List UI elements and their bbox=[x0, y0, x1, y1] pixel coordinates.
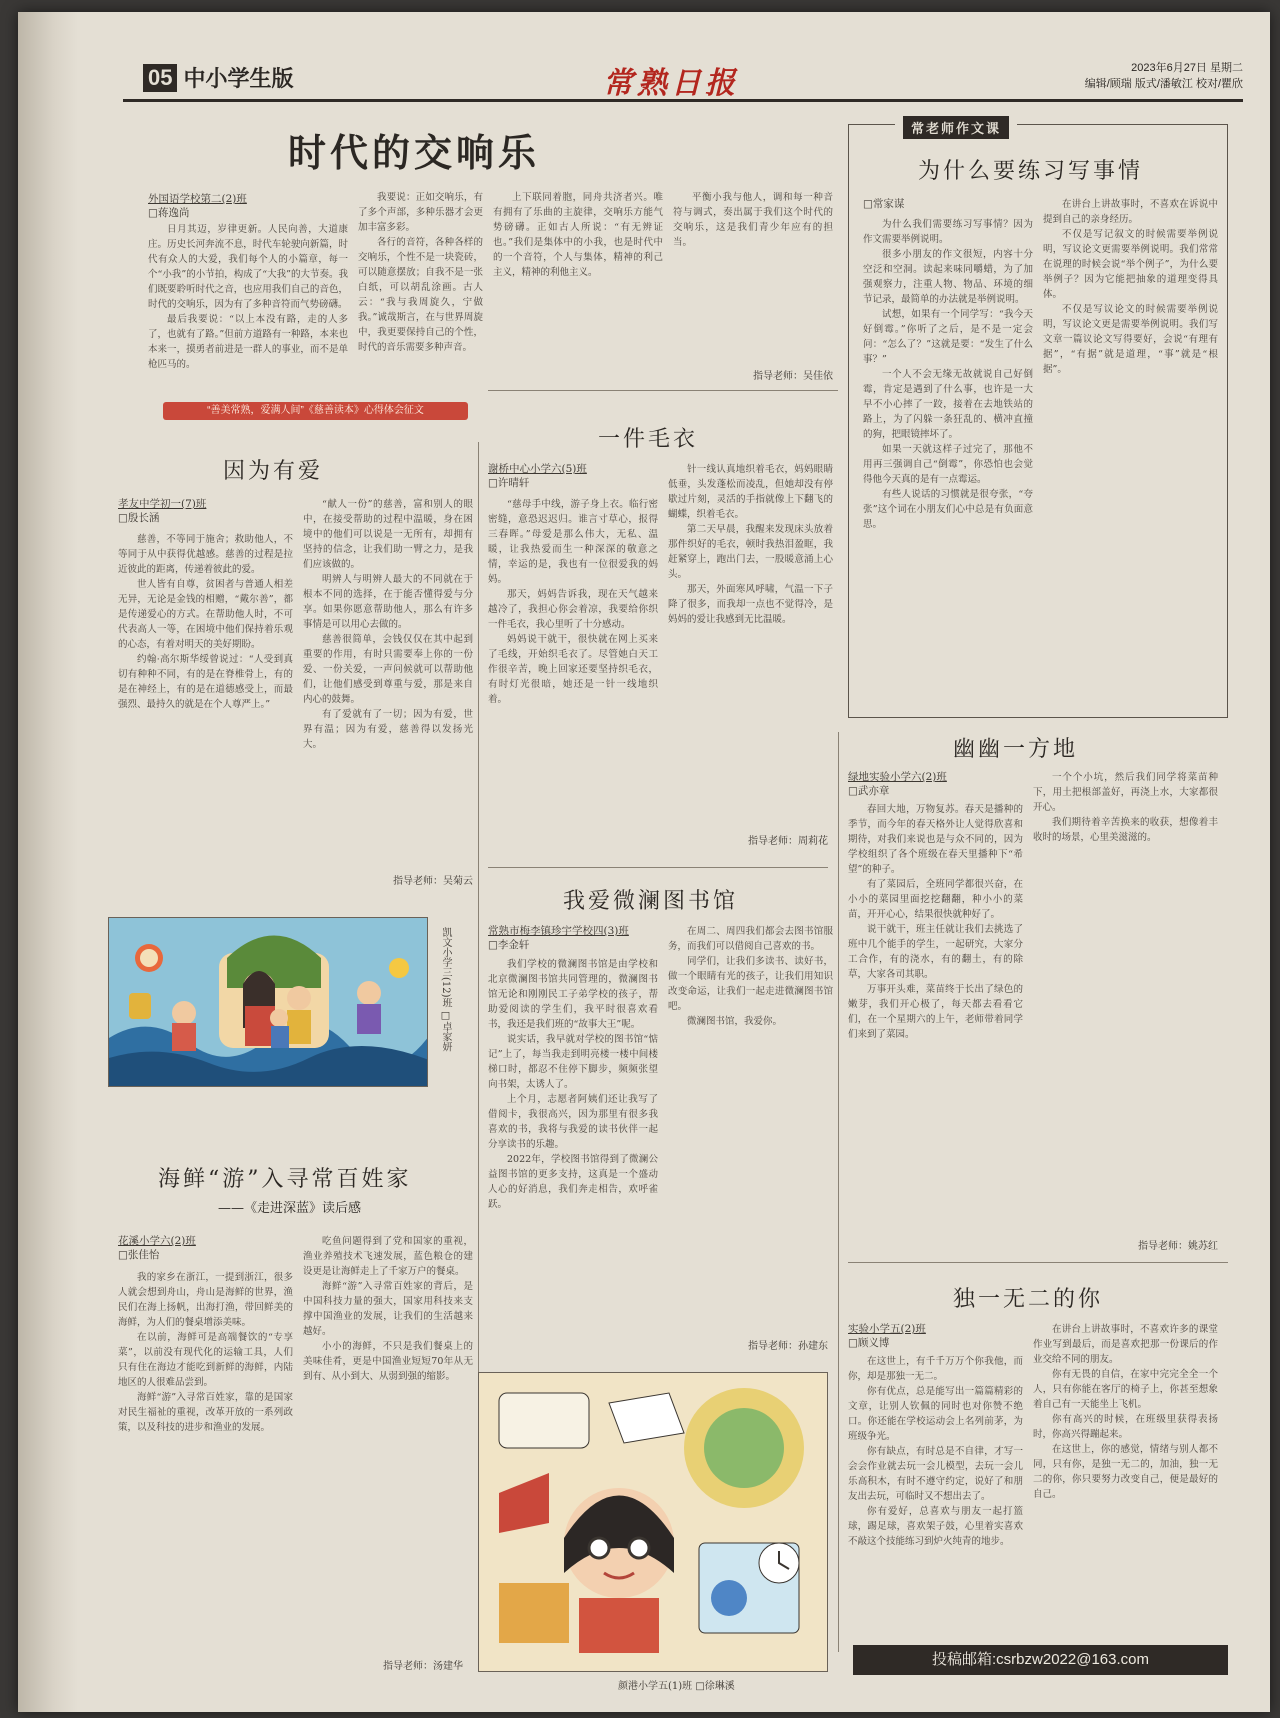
lead-article-byline bbox=[148, 192, 247, 220]
section-number: 05 bbox=[143, 64, 177, 92]
lead-article-col-3 bbox=[493, 190, 663, 387]
unique-paragraph: 在这世上，你的感觉，情绪与别人都不同，只有你，是独一无二的，加油，独一无二的你，你只要努力改变自己，便是最好的自己。 bbox=[1033, 1444, 1218, 1500]
library-paragraph: 2022年，学校图书馆得到了微澜公益图书馆的更多支持，这真是一个盛动人心的好消息，我们奔走相告，欢呼雀跃。 bbox=[488, 1154, 658, 1210]
writing-class-paragraph: 不仅是写议论文的时候需要举例说明，写议论文更是需要举例说明。我们写文章一篇议论文写得要好，会说“有理有据”，“有据”就是道理，“事”就是“根据”。 bbox=[1043, 304, 1218, 375]
unique-article-byline bbox=[848, 1322, 926, 1350]
seafood-article-subtitle: ——《走进深蓝》读后感 bbox=[218, 1201, 362, 1216]
love-paragraph: “献人一份”的慈善，富和别人的眼中，在接受帮助的过程中温暖，身在困境中的他们可以说是一无所有，却拥有坚持的信念，让我们助一臂之力，是我们应该做的。 bbox=[303, 499, 473, 570]
corner-paragraph: 说干就干，班主任就让我们去挑选了班中几个能手的学生，一起研究，大家分工合作，有的浇水，有的翻土，有的除草，大家各司其职。 bbox=[848, 924, 1023, 980]
newspaper-page bbox=[18, 12, 1270, 1712]
seafood-paragraph: 小小的海鲜，不只是我们餐桌上的美味佳肴，更是中国渔业短短70年从无到有、从小到大、从弱到强的缩影。 bbox=[303, 1341, 473, 1382]
love-article-school: 孝友中学初一(7)班 bbox=[118, 498, 207, 510]
section-label bbox=[143, 62, 294, 93]
library-article-col-2 bbox=[668, 924, 833, 1334]
sweater-article-col-2 bbox=[668, 462, 833, 812]
submission-email-bar: 投稿邮箱:csrbzw2022@163.com bbox=[853, 1645, 1228, 1675]
corner-article-byline bbox=[848, 770, 947, 798]
drawing-reading-caption bbox=[618, 1677, 735, 1692]
corner-article-teacher: 指导老师：姚苏红 bbox=[1138, 1241, 1218, 1252]
corner-paragraph: 春回大地，万物复苏。春天是播种的季节，而今年的春天格外让人觉得欣喜和期待，对我们来说也是与众不同的，因为学校组织了各个班级在春天里播种下“希望”的种子。 bbox=[848, 804, 1023, 875]
issue-date: 2023年6月27日 星期二 bbox=[1131, 62, 1243, 74]
writing-class-paragraph: 试想，如果有一个同学写：“我今天好倒霉。”你听了之后，是不是一定会问：“怎么了？”这就是要：“发生了什么事？” bbox=[863, 309, 1033, 365]
writing-class-paragraph: 有些人说话的习惯就是很夸张，“夸张”这个词在小朋友们心中总是有负面意思。 bbox=[863, 489, 1033, 530]
love-article-col-1 bbox=[118, 532, 293, 882]
section-name: 中小学生版 bbox=[183, 66, 294, 91]
love-article-byline bbox=[118, 497, 206, 525]
unique-article-author: □顾义博 bbox=[848, 1337, 890, 1349]
unique-paragraph: 在这世上，有千千万万个你我他，而你，却是那独一无二。 bbox=[848, 1356, 1023, 1382]
unique-paragraph: 你有优点，总是能写出一篇篇精彩的文章，让别人钦佩的同时也对你赞不绝口。你还能在学校运动会上名列前茅，为班级争光。 bbox=[848, 1386, 1023, 1442]
love-article-title: 因为有爱 bbox=[223, 459, 324, 484]
seafood-article-title: 海鲜“游”入寻常百姓家 bbox=[158, 1167, 412, 1192]
corner-article-title: 幽幽一方地 bbox=[953, 737, 1079, 762]
writing-class-paragraph: 不仅是写记叙文的时候需要举例说明，写议论文更需要举例说明。我们常常在说理的时候会说“举个例子”，为什么要举例子？因为它能把抽象的道理变得具体。 bbox=[1043, 229, 1218, 300]
sweater-paragraph: 第二天早晨，我醒来发现床头放着那件织好的毛衣，顿时我热泪盈眶，我赶紧穿上，跑出门去，一股暖意涌上心头。 bbox=[668, 524, 833, 580]
love-article-teacher: 指导老师：吴菊云 bbox=[393, 876, 473, 887]
library-article-byline bbox=[488, 924, 629, 952]
lead-article-col-1 bbox=[148, 222, 348, 387]
lead-paragraph: 最后我要说：“以上本没有路，走的人多了，也就有了路。”但前方道路有一种路，本来也本来一，摸勇者前进是一群人的事业，而不是单枪匹马的。 bbox=[148, 314, 348, 370]
seafood-paragraph: 在以前，海鲜可是高端餐饮的“专享菜”，以前没有现代化的运输工具，人们只有住在海边才能吃到新鲜的海鲜，内陆地区的人很难品尝到。 bbox=[118, 1332, 293, 1388]
seafood-article-col-2 bbox=[303, 1234, 473, 1649]
unique-article-col-1 bbox=[848, 1354, 1023, 1634]
writing-class-paragraph: 如果一天就这样子过完了，那他不用再三强调自己“倒霉”，你恐怕也会觉得他今天真的是有一点霉运。 bbox=[863, 444, 1033, 485]
issue-info bbox=[1085, 60, 1243, 92]
row-divider bbox=[488, 867, 828, 868]
unique-paragraph: 你有爱好，总喜欢与朋友一起打篮球，踢足球，喜欢架子鼓，心里着实喜欢不敲这个技能练习到炉火纯青的地步。 bbox=[848, 1506, 1023, 1547]
love-paragraph: 慈善很简单，会钱仅仅在其中起到重要的作用，有时只需要奉上你的一份爱、一份关爱，一声问候就可以帮助他们，让他们感受到尊重与爱，那是来自内心的鼓舞。 bbox=[303, 634, 473, 705]
corner-article-school: 绿地实验小学六(2)班 bbox=[848, 771, 947, 783]
writing-class-paragraph: 在讲台上讲故事时，不喜欢在诉说中提到自己的亲身经历。 bbox=[1043, 199, 1218, 225]
corner-paragraph: 万事开头难，菜苗终于长出了绿色的嫩芽，我们开心极了，每天都去看看它们，在一个星期六的上午，老师带着同学们来到了菜园。 bbox=[848, 984, 1023, 1040]
sweater-paragraph: 妈妈说干就干，很快就在网上买来了毛线，开始织毛衣了。尽管她白天工作很辛苦，晚上回家还要坚持织毛衣，有时灯光很暗，她还是一针一线地织着。 bbox=[488, 634, 658, 705]
row-divider bbox=[848, 1262, 1228, 1263]
library-paragraph: 我们学校的微澜图书馆是由学校和北京微澜图书馆共同管理的，微澜图书馆无论和刚刚民工子弟学校的孩子，帮助爱阅读的学生们，我平时很喜欢看书，我还是我们班的“故事大王”呢。 bbox=[488, 959, 658, 1030]
writing-class-author: □常家谋 bbox=[863, 198, 905, 210]
writing-class-col-2 bbox=[1043, 197, 1218, 712]
lead-article-title: 时代的交响乐 bbox=[288, 130, 541, 175]
writing-class-paragraph: 一个人不会无缘无故就说自己好倒霉，肯定是遇到了什么事，也许是一大早不小心摔了一跤，接着在去地铁站的路上，为了闪躲一条狂乱的、横冲直撞的狗，把眼镜摔坏了。 bbox=[863, 369, 1033, 440]
writing-class-paragraph: 为什么我们需要练习写事情？因为作文需要举例说明。 bbox=[863, 219, 1033, 245]
row-divider bbox=[488, 390, 838, 391]
unique-paragraph: 你有高兴的时候，在班级里获得表扬时，你高兴得蹦起来。 bbox=[1033, 1414, 1218, 1440]
lead-paragraph: 上下联同着胞，同舟共济者兴。唯有拥有了乐曲的主旋律，交响乐方能气势磅礴。正如古人所说：“有无辨证也。”我们是集体中的小我，也是时代中的一个音符，个人与集体，精神的利己主义，精神的利他主义。 bbox=[493, 192, 663, 278]
corner-paragraph: 有了菜园后，全班同学都很兴奋，在小小的菜园里面挖挖翻翻，种小小的菜苗，开开心心，结果很快就种好了。 bbox=[848, 879, 1023, 920]
sweater-paragraph: “慈母手中线，游子身上衣。临行密密缝，意恐迟迟归。谁言寸草心，报得三春晖。”母爱是那么伟大，无私、温暖，让我热爱而生一种深深的敬意之情，幸运的是，我也有一位很爱我的妈妈。 bbox=[488, 499, 658, 585]
library-paragraph: 在周二、周四我们都会去图书馆服务，而我们可以借阅自己喜欢的书。 bbox=[668, 926, 833, 952]
lead-article-school: 外国语学校第二(2)班 bbox=[148, 193, 247, 205]
love-paragraph: 慈善，不等同于施舍；救助他人，不等同于从中获得优越感。慈善的过程是拉近彼此的距离，传递着彼此的爱。 bbox=[118, 534, 293, 575]
sweater-article-byline bbox=[488, 462, 587, 490]
corner-article-author: □武亦章 bbox=[848, 785, 890, 797]
corner-article-col-2 bbox=[1033, 770, 1218, 1220]
library-article-col-1 bbox=[488, 957, 658, 1352]
library-article-teacher: 指导老师：孙建东 bbox=[748, 1341, 828, 1352]
love-article-col-2 bbox=[303, 497, 473, 862]
library-article-school: 常熟市梅李镇珍宇学校四(3)班 bbox=[488, 925, 629, 937]
unique-article-title: 独一无二的你 bbox=[953, 1287, 1104, 1312]
sweater-article-title: 一件毛衣 bbox=[598, 427, 699, 452]
seafood-paragraph: 我的家乡在浙江，一提到浙江，很多人就会想到舟山，舟山是海鲜的世界，渔民们在海上扬帆，出海打渔，带回鲜美的海鲜，为人们的餐桌增添美味。 bbox=[118, 1272, 293, 1328]
paper-fold-shadow bbox=[18, 12, 78, 1712]
love-paragraph: 世人皆有自尊，贫困者与普通人相差无异，无论是金钱的相赠，“戴尔善”，都是传递爱心的方式。在帮助他人时，不可代表高人一等，在困境中他们保持着乐观的心态，有着对明天的美好期盼。 bbox=[118, 579, 293, 650]
drawing-family-class: 凯文小学三(12)班 bbox=[440, 927, 451, 1008]
lead-article-col-2 bbox=[358, 190, 483, 387]
corner-paragraph: 我们期待着辛苦换来的收获，想像着丰收时的场景，心里美滋滋的。 bbox=[1033, 817, 1218, 843]
sweater-paragraph: 那天，妈妈告诉我，现在天气越来越冷了，我担心你会着凉，我要给你织一件毛衣，我心里听了十分感动。 bbox=[488, 589, 658, 630]
lead-paragraph: 平衡小我与他人，调和每一种音符与调式，奏出属于我们这个时代的交响乐，这是我们青少年应有的担当。 bbox=[673, 192, 833, 248]
library-paragraph: 同学们，让我们多读书、读好书，做一个眼睛有光的孩子，让我们用知识改变命运，让我们一起走进微澜图书馆吧。 bbox=[668, 956, 833, 1012]
drawing-reading-author: □徐琳溪 bbox=[695, 1681, 735, 1692]
seafood-article-school: 花溪小学六(2)班 bbox=[118, 1235, 196, 1247]
editor-credits: 编辑/顾瑞 版式/潘敏江 校对/瞿欣 bbox=[1084, 78, 1243, 90]
lead-article-teacher: 指导老师：吴佳依 bbox=[753, 371, 833, 382]
lead-article-col-4 bbox=[673, 190, 833, 360]
unique-paragraph: 你有缺点，有时总是不自律，才写一会会作业就去玩一会儿模型，去玩一会儿乐高积木，有时不遵守约定，说好了和朋友出去玩，可临时又不想出去了。 bbox=[848, 1446, 1023, 1502]
library-article-title: 我爱微澜图书馆 bbox=[563, 889, 739, 914]
library-paragraph: 说实话，我早就对学校的图书馆“惦记”上了，每当我走到明亮楼一楼中间楼梯口时，都忍不住停下脚步，频频张望向书架，太诱人了。 bbox=[488, 1034, 658, 1090]
library-article-author: □李金轩 bbox=[488, 939, 530, 951]
lead-paragraph: 各行的音符，各种各样的交响乐，个性不是一块瓷砖，可以随意摆放；自我不是一张白纸，可以胡乱涂画。古人云：“我与我周旋久，宁做我。”诚哉斯言，在与世界周旋中，我更要保持自己的个性，时代的音乐需要多种声音。 bbox=[358, 237, 483, 353]
love-paragraph: 明辨人与明辨人最大的不同就在于根本不同的选择，在于能否懂得爱与分享。如果你愿意帮助他人，那么有许多事情是可以用心去做的。 bbox=[303, 574, 473, 630]
lead-paragraph: 日月其迈，岁律更新。人民向善，大道康庄。历史长河奔流不息，时代车轮驶向新篇，时代有众人的大爱，我们每个人的小篇章，每一个“小我”的小节拍，构成了“大我”的大节奏。我们既要聆听时代之音，也应用我们自己的音色，时代的交响乐，因为有了多种音符而气势磅礴。 bbox=[148, 224, 348, 310]
drawing-family-illustration bbox=[109, 918, 428, 1087]
lead-article-author: □蒋逸尚 bbox=[148, 207, 190, 219]
unique-paragraph: 你有无畏的自信，在家中完完全全一个人，只有你能在客厅的椅子上，你甚至想象着自己有一天能坐上飞机。 bbox=[1033, 1369, 1218, 1410]
sweater-article-col-1 bbox=[488, 497, 658, 847]
column-divider bbox=[838, 732, 839, 1652]
essay-contest-banner: “善美常熟，爱满人间”《慈善读本》心得体会征文 bbox=[163, 402, 468, 420]
writing-class-paragraph: 很多小朋友的作文很短，内容十分空泛和空洞。读起来味同嚼蜡，为了加强观察力，注重人物、物品、环境的细节记录，最简单的办法就是举例说明。 bbox=[863, 249, 1033, 305]
drawing-family-author: □卓家妍 bbox=[440, 1010, 451, 1052]
lead-paragraph: 我要说：正如交响乐，有了多个声部，多种乐器才会更加丰富多彩。 bbox=[358, 192, 483, 233]
unique-article-col-2 bbox=[1033, 1322, 1218, 1634]
seafood-paragraph: 海鲜“游”入寻常百姓家，靠的是国家对民生福祉的重视，改革开放的一系列政策，以及科技的进步和渔业的发展。 bbox=[118, 1392, 293, 1433]
sweater-paragraph: 针一线认真地织着毛衣，妈妈眼睛低垂，头发蓬松而凌乱，但她却没有停歇过片刻，灵活的手指就像上下翻飞的蝴蝶，织着毛衣。 bbox=[668, 464, 833, 520]
corner-paragraph: 一个个小坑，然后我们同学将菜苗种下，用土把根部盖好，再浇上水，大家都很开心。 bbox=[1033, 772, 1218, 813]
sweater-paragraph: 那天，外面寒风呼啸，气温一下子降了很多，而我却一点也不觉得冷，是妈妈的爱让我感到无比温暖。 bbox=[668, 584, 833, 625]
drawing-reading-class: 颜港小学五(1)班 bbox=[618, 1681, 693, 1692]
drawing-reading-illustration bbox=[479, 1373, 828, 1672]
love-paragraph: 有了爱就有了一切；因为有爱，世界有温；因为有爱，慈善得以发扬光大。 bbox=[303, 709, 473, 750]
sweater-article-teacher: 指导老师：周莉花 bbox=[748, 836, 828, 847]
unique-article-school: 实验小学五(2)班 bbox=[848, 1323, 926, 1335]
unique-paragraph: 在讲台上讲故事时，不喜欢许多的课堂作业写到最后，而是喜欢把那一份课后的作业交给不同的朋友。 bbox=[1033, 1324, 1218, 1365]
sweater-article-author: □许晴轩 bbox=[488, 477, 530, 489]
drawing-family-caption bbox=[438, 927, 453, 1052]
love-article-author: □殷长涵 bbox=[118, 512, 160, 524]
writing-class-title: 为什么要练习写事情 bbox=[918, 159, 1144, 184]
seafood-paragraph: 吃鱼问题得到了党和国家的重视，渔业养殖技术飞速发展，蓝色粮仓的建设更是让海鲜走上了千家万户的餐桌。 bbox=[303, 1236, 473, 1277]
page-header bbox=[123, 56, 1243, 102]
seafood-paragraph: 海鲜“游”入寻常百姓家的背后，是中国科技力量的强大，国家用科技来支撑中国渔业的发展，让我们的生活越来越好。 bbox=[303, 1281, 473, 1337]
corner-article-col-1 bbox=[848, 802, 1023, 1242]
seafood-article-author: □张佳怡 bbox=[118, 1249, 160, 1261]
masthead-logo: 常熟日报 bbox=[603, 66, 739, 101]
sweater-article-school: 谢桥中心小学六(5)班 bbox=[488, 463, 587, 475]
seafood-article-col-1 bbox=[118, 1270, 293, 1670]
student-drawing-family bbox=[108, 917, 428, 1087]
writing-class-tag-label: 常老师作文课 bbox=[903, 116, 1009, 139]
seafood-article-byline bbox=[118, 1234, 196, 1262]
student-drawing-reading bbox=[478, 1372, 828, 1672]
writing-class-tag bbox=[895, 116, 1017, 139]
writing-class-col-1 bbox=[863, 217, 1033, 712]
seafood-article-teacher: 指导老师：汤建华 bbox=[383, 1661, 463, 1672]
love-paragraph: 约翰·高尔斯华绥曾说过：“人受到真切有种种不同，有的是在脊椎骨上，有的是在神经上，有的是在道德感受上，而最强烈、最持久的就是在个人尊严上。” bbox=[118, 654, 293, 710]
library-paragraph: 微澜图书馆，我爱你。 bbox=[687, 1016, 783, 1027]
library-paragraph: 上个月，志愿者阿姨们还让我写了借阅卡，我很高兴，因为那里有很多我喜欢的书，我将与我爱的读书伙伴一起分享读书的乐趣。 bbox=[488, 1094, 658, 1150]
